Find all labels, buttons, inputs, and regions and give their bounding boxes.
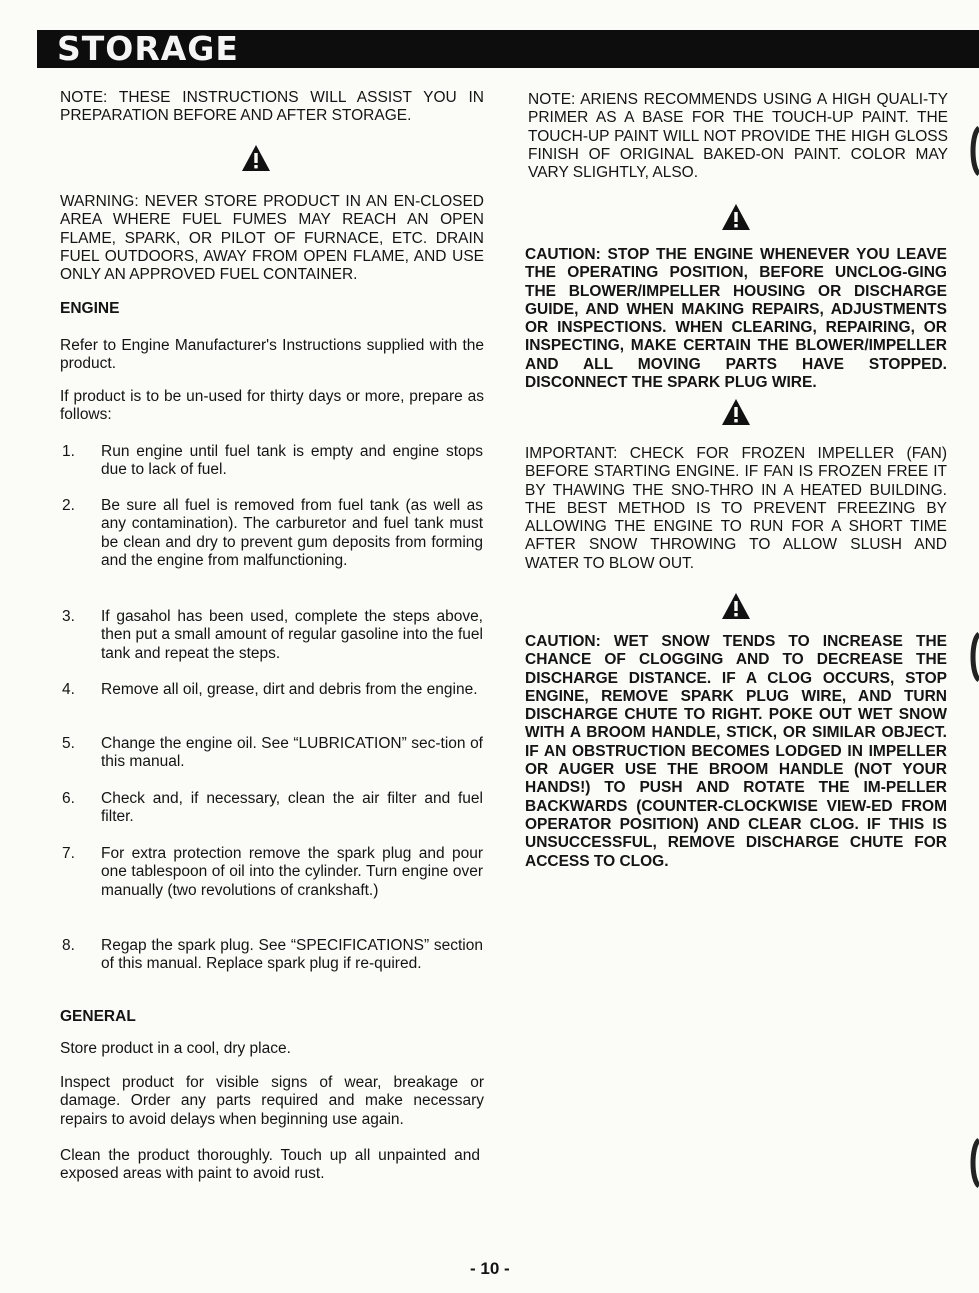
list-item-number: 2.	[62, 497, 75, 514]
warning-triangle-icon	[721, 203, 751, 231]
list-item-number: 6.	[62, 790, 75, 807]
list-item-number: 4.	[62, 681, 75, 698]
fuel-warning: WARNING: NEVER STORE PRODUCT IN AN EN-CLOSED AREA WHERE FUEL FUMES MAY REACH AN OPEN FLAME, SPARK, OR PILOT OF FURNACE, ETC. DRAIN FUEL OUTDOORS, AWAY FROM OPEN FLAME, AND USE ONLY AN APPROVED FUEL CONTAINER.	[60, 193, 484, 284]
list-item-number: 3.	[62, 608, 75, 625]
caution-stop-engine: CAUTION: STOP THE ENGINE WHENEVER YOU LEAVE THE OPERATING POSITION, BEFORE UNCLOG-GING THE BLOWER/IMPELLER HOUSING OR DISCHARGE GUIDE, AND WHEN MAKING REPAIRS, ADJUSTMENTS OR INSPECTIONS. WHEN CLEARING, REPAIRING, OR INSPECTING, MAKE CERTAIN THE BLOWER/IMPELLER AND ALL MOVING PARTS HAVE STOPPED. DISCONNECT THE SPARK PLUG WIRE.	[525, 246, 947, 392]
list-item-text: Check and, if necessary, clean the air filter and fuel filter.	[101, 790, 483, 826]
binding-hole-mark	[969, 126, 979, 176]
list-item-text: Be sure all fuel is removed from fuel tank (as well as any contamination). The carburetor and fuel tank must be clean and dry to prevent gum deposits from forming and the engine from malfunctioning.	[101, 497, 483, 569]
list-item-text: Run engine until fuel tank is empty and engine stops due to lack of fuel.	[101, 443, 483, 479]
binding-hole-mark	[969, 1138, 979, 1188]
warning-triangle-icon	[721, 398, 751, 426]
important-frozen-impeller: IMPORTANT: CHECK FOR FROZEN IMPELLER (FAN) BEFORE STARTING ENGINE. IF FAN IS FROZEN FREE IT BY THAWING THE SNO-THRO IN A HEATED BUILDING. THE BEST METHOD IS TO PREVENT FREEZING BY ALLOWING THE ENGINE TO RUN FOR A SHORT TIME AFTER SNOW THROWING TO ALLOW SLUSH AND WATER TO BLOW OUT.	[525, 445, 947, 572]
list-item-number: 8.	[62, 937, 75, 954]
list-item-number: 5.	[62, 735, 75, 752]
general-paragraph-1: Store product in a cool, dry place.	[60, 1040, 291, 1057]
list-item-text: Regap the spark plug. See “SPECIFICATIONS” section of this manual. Replace spark plug if re-quired.	[101, 937, 483, 973]
list-item-text: Change the engine oil. See “LUBRICATION” sec-tion of this manual.	[101, 735, 483, 771]
binding-hole-mark	[969, 632, 979, 682]
general-paragraph-3: Clean the product thoroughly. Touch up all unpainted and exposed areas with paint to avoid rust.	[60, 1147, 480, 1183]
engine-paragraph-1: Refer to Engine Manufacturer's Instructions supplied with the product.	[60, 337, 484, 373]
list-item-text: Remove all oil, grease, dirt and debris from the engine.	[101, 681, 478, 698]
warning-triangle-icon	[721, 592, 751, 620]
general-heading: GENERAL	[60, 1008, 136, 1025]
page-title: STORAGE	[57, 29, 239, 68]
engine-paragraph-2: If product is to be un-used for thirty days or more, prepare as follows:	[60, 388, 484, 424]
storage-note: NOTE: THESE INSTRUCTIONS WILL ASSIST YOU IN PREPARATION BEFORE AND AFTER STORAGE.	[60, 89, 484, 125]
paint-note: NOTE: ARIENS RECOMMENDS USING A HIGH QUALI-TY PRIMER AS A BASE FOR THE TOUCH-UP PAINT. THE TOUCH-UP PAINT WILL NOT PROVIDE THE HIGH GLOSS FINISH OF ORIGINAL BAKED-ON PAINT. COLOR MAY VARY SLIGHTLY, ALSO.	[528, 91, 948, 182]
list-item-number: 7.	[62, 845, 75, 862]
page-number: - 10 -	[470, 1259, 510, 1278]
caution-wet-snow: CAUTION: WET SNOW TENDS TO INCREASE THE CHANCE OF CLOGGING AND TO DECREASE THE DISCHARGE DISTANCE. IF A CLOG OCCURS, STOP ENGINE, REMOVE SPARK PLUG WIRE, AND TURN DISCHARGE CHUTE TO RIGHT. POKE OUT WET SNOW WITH A BROOM HANDLE, STICK, OR SIMILAR OBJECT. IF AN OBSTRUCTION BECOMES LODGED IN IMPELLER OR AUGER USE THE BROOM HANDLE (NOT YOUR HANDS!) TO PUSH AND ROTATE THE IM-PELLER BACKWARDS (COUNTER-CLOCKWISE VIEW-ED FROM OPERATOR POSITION) AND CLEAR CLOG. IF THIS IS UNSUCCESSFUL, REMOVE DISCHARGE CHUTE FOR ACCESS TO CLOG.	[525, 633, 947, 870]
list-item-number: 1.	[62, 443, 75, 460]
list-item-text: For extra protection remove the spark plug and pour one tablespoon of oil into the cylinder. Turn engine over manually (two revolutions of crankshaft.)	[101, 845, 483, 899]
engine-heading: ENGINE	[60, 300, 120, 317]
warning-triangle-icon	[241, 144, 271, 172]
title-bar	[37, 30, 979, 68]
general-paragraph-2: Inspect product for visible signs of wear, breakage or damage. Order any parts required and make necessary repairs to avoid delays when beginning use again.	[60, 1074, 484, 1128]
list-item-text: If gasahol has been used, complete the steps above, then put a small amount of regular gasoline into the fuel tank and repeat the steps.	[101, 608, 483, 662]
